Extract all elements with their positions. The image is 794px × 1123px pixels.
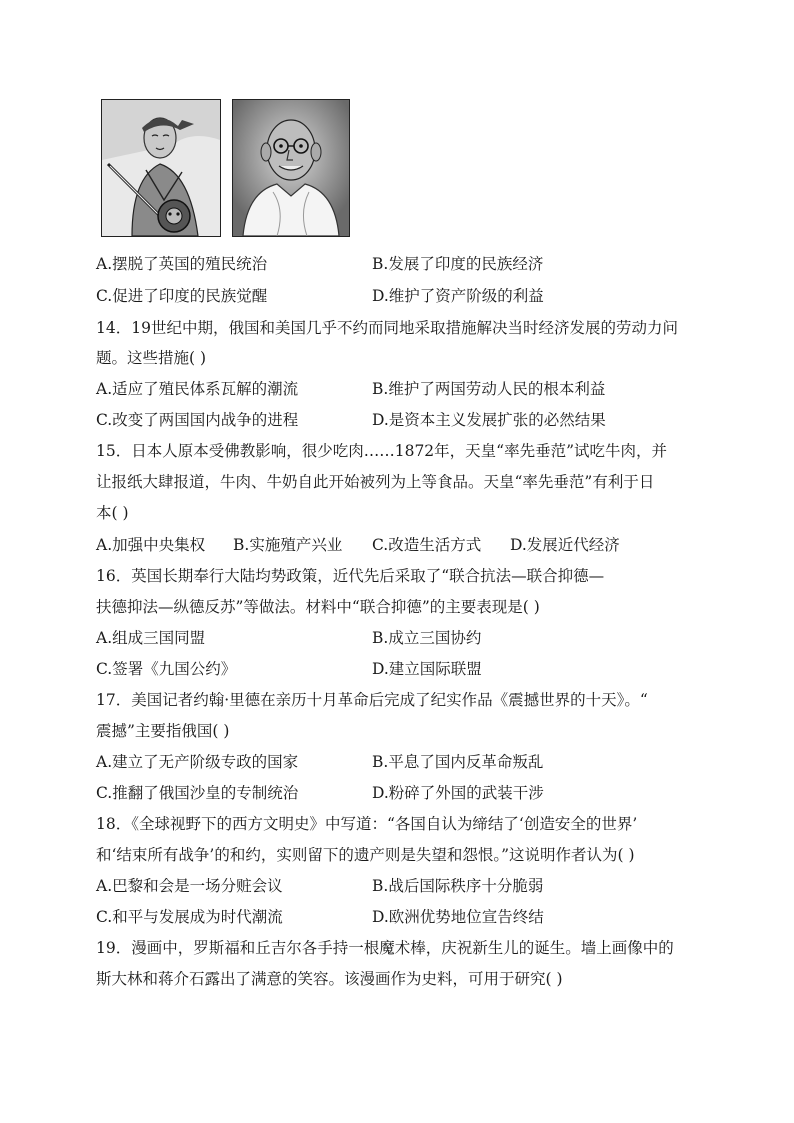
- q17-option-a: A.建立了无产阶级专政的国家: [96, 753, 299, 771]
- q14-stem-line2: 题。这些措施( ): [96, 349, 207, 367]
- q13-option-d: D.维护了资产阶级的利益: [372, 287, 544, 305]
- q15-stem-line1: 15．日本人原本受佛教影响，很少吃肉……1872年，天皇“率先垂范”试吃牛肉，并: [96, 442, 668, 460]
- q18-option-c: C.和平与发展成为时代潮流: [96, 908, 283, 926]
- q17-option-c: C.推翻了俄国沙皇的专制统治: [96, 784, 299, 802]
- q18-stem-line1: 18．《全球视野下的西方文明史》中写道：“各国自认为缔结了‘创造安全的世界’: [96, 815, 638, 833]
- q17-option-d: D.粉碎了外国的武装干涉: [372, 784, 544, 802]
- q14-option-c: C.改变了两国国内战争的进程: [96, 411, 299, 429]
- q18-option-d: D.欧洲优势地位宣告终结: [372, 908, 544, 926]
- q15-stem-line2: 让报纸大肆报道，牛肉、牛奶自此开始被列为上等食品。天皇“率先垂范”有利于日: [96, 473, 655, 491]
- q16-option-c: C.签署《九国公约》: [96, 660, 237, 678]
- q17-stem-line2: 震撼”主要指俄国( ): [96, 722, 230, 740]
- q16-option-b: B.成立三国协约: [372, 629, 482, 647]
- q15-option-a: A.加强中央集权: [96, 536, 206, 554]
- gandhi-portrait: [232, 99, 350, 237]
- q18-option-a: A.巴黎和会是一场分赃会议: [96, 877, 283, 895]
- q16-option-a: A.组成三国同盟: [96, 629, 206, 647]
- q13-option-a: A.摆脱了英国的殖民统治: [96, 255, 268, 273]
- q17-option-b: B.平息了国内反革命叛乱: [372, 753, 544, 771]
- q19-stem-line1: 19．漫画中，罗斯福和丘吉尔各手持一根魔术棒，庆祝新生儿的诞生。墙上画像中的: [96, 939, 674, 957]
- q18-option-b: B.战后国际秩序十分脆弱: [372, 877, 544, 895]
- q15-stem-line3: 本( ): [96, 504, 129, 522]
- q19-stem-line2: 斯大林和蒋介石露出了满意的笑容。该漫画作为史料，可用于研究( ): [96, 970, 563, 988]
- q15-option-d: D.发展近代经济: [510, 536, 620, 554]
- q16-stem-line1: 16．英国长期奉行大陆均势政策，近代先后采取了“联合抗法—联合抑德—: [96, 567, 605, 585]
- q16-option-d: D.建立国际联盟: [372, 660, 482, 678]
- q17-stem-line1: 17．美国记者约翰·里德在亲历十月革命后完成了纪实作品《震撼世界的十天》。“: [96, 691, 648, 709]
- q13-option-c: C.促进了印度的民族觉醒: [96, 287, 268, 305]
- q18-stem-line2: 和‘结束所有战争’的和约，实则留下的遗产则是失望和怨恨。”这说明作者认为( ): [96, 846, 635, 864]
- q16-stem-line2: 扶德抑法—纵德反苏”等做法。材料中“联合抑德”的主要表现是( ): [96, 598, 540, 616]
- q14-stem-line1: 14．19世纪中期，俄国和美国几乎不约而同地采取措施解决当时经济发展的劳动力问: [96, 319, 678, 337]
- q15-option-b: B.实施殖产兴业: [233, 536, 343, 554]
- q14-option-a: A.适应了殖民体系瓦解的潮流: [96, 380, 299, 398]
- q15-option-c: C.改造生活方式: [372, 536, 482, 554]
- q14-option-d: D.是资本主义发展扩张的必然结果: [372, 411, 606, 429]
- warrior-woman-portrait: [101, 99, 221, 237]
- q13-option-b: B.发展了印度的民族经济: [372, 255, 544, 273]
- q14-option-b: B.维护了两国劳动人民的根本利益: [372, 380, 606, 398]
